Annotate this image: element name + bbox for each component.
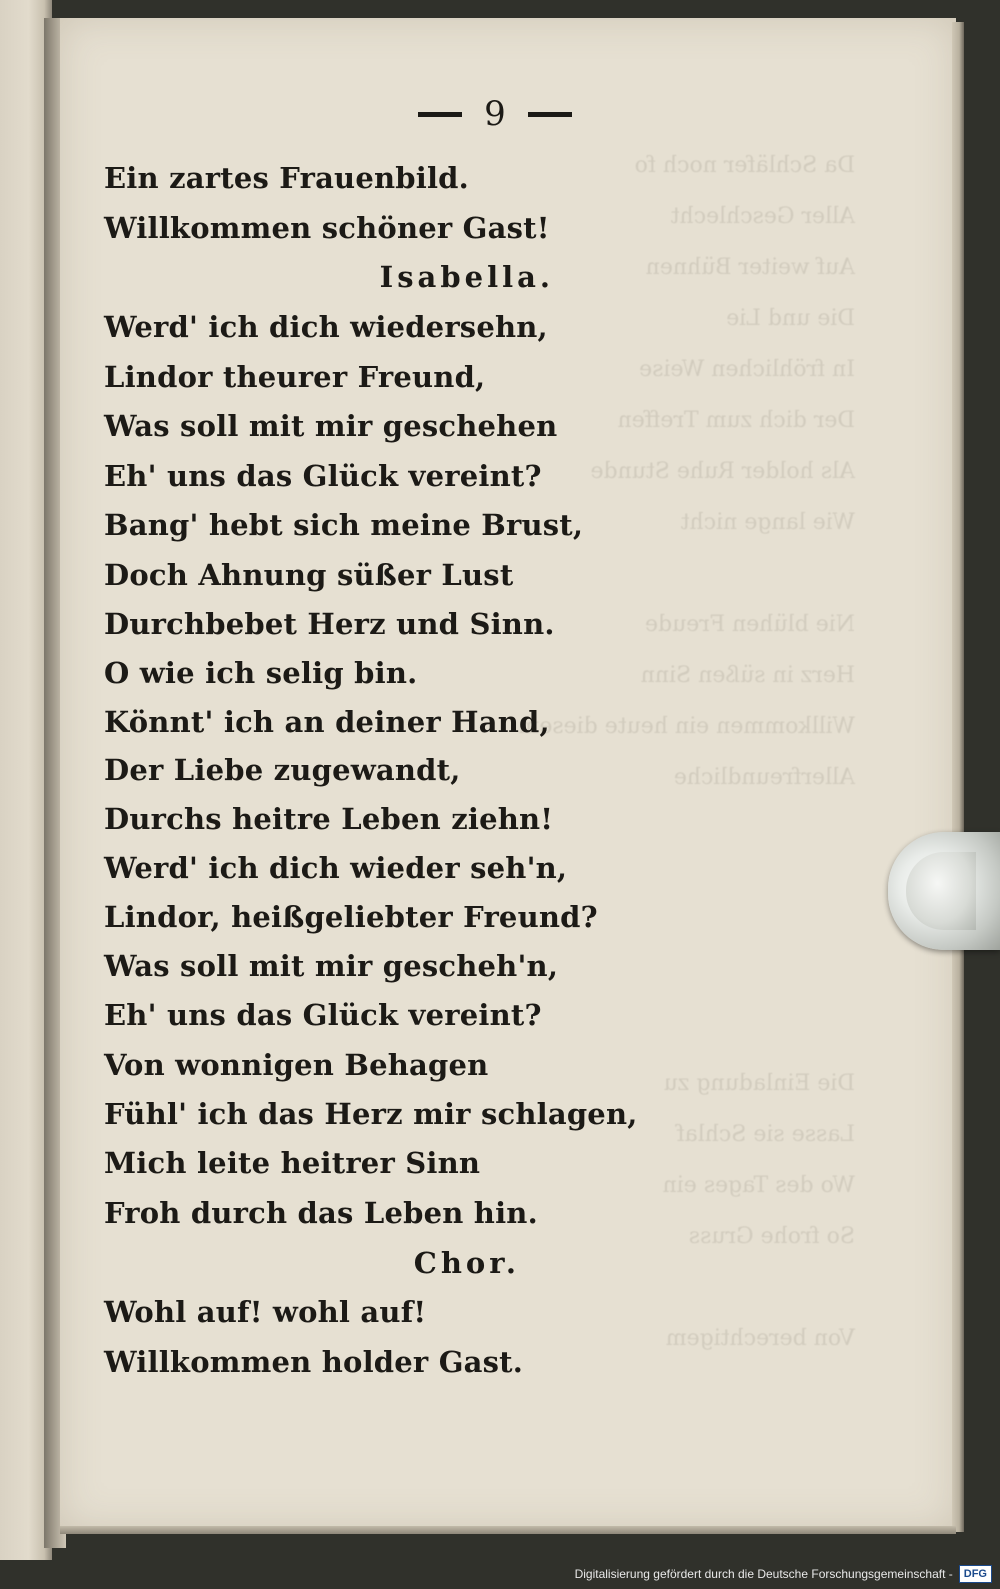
bleed-line: So frohe Gruss: [688, 1224, 855, 1249]
bleed-line: Wo des Tages ein: [662, 1173, 855, 1198]
dfg-logo-icon: DFG: [959, 1565, 992, 1583]
verse-line: Durchs heitre Leben ziehn!: [104, 802, 554, 836]
dash-right: [528, 112, 572, 117]
bleed-line: Herz in süßen Sinn: [640, 663, 855, 688]
verse-line: Wohl auf! wohl auf!: [104, 1295, 427, 1329]
verse-line: Froh durch das Leben hin.: [104, 1196, 538, 1230]
credit-text: Digitalisierung gefördert durch die Deutsche Forschungsgemeinschaft -: [574, 1567, 953, 1581]
bleed-line: Auf weiter Bühnen: [645, 255, 855, 280]
bleed-line: [595, 548, 855, 599]
verse-line: O wie ich selig bin.: [104, 656, 418, 690]
verse-line: Doch Ahnung süßer Lust: [104, 558, 514, 592]
page-clip-highlight: [906, 852, 976, 930]
verse-line: Willkommen holder Gast.: [104, 1345, 524, 1379]
speaker-name: Chor.: [413, 1246, 520, 1280]
bleed-line: Die Einladung zu: [663, 1071, 855, 1096]
bleed-line: Die und Lie: [726, 306, 855, 331]
bleed-line: Wie lange nicht: [680, 510, 855, 535]
verse-line: Fühl' ich das Herz mir schlagen,: [104, 1097, 638, 1131]
bleed-line: Als holder Ruhe Stunde: [590, 459, 855, 484]
verse-line: Von wonnigen Behagen: [104, 1048, 489, 1082]
verse-line: Willkommen schöner Gast!: [104, 211, 550, 245]
verse-line: Lindor theurer Freund,: [104, 360, 486, 394]
bleed-line: Aller Geschlecht: [670, 204, 855, 229]
page-clip: [888, 832, 1000, 950]
bleed-line: Da Schläfer noch fo: [634, 153, 855, 178]
page-fore-edge: [952, 22, 964, 1532]
page-number: [380, 92, 610, 136]
verse-line: Lindor, heißgeliebter Freund?: [104, 900, 598, 934]
bleed-line: [595, 956, 855, 1007]
verse-line: Der Liebe zugewandt,: [104, 753, 461, 787]
page-bottom-edge: [60, 1526, 956, 1534]
bleed-through-text: [518, 140, 855, 1400]
page-number-value: 9: [484, 94, 506, 134]
verse-line: Eh' uns das Glück vereint?: [104, 459, 542, 493]
bleed-line: In fröhlichen Weise: [639, 357, 855, 382]
verse-line: Könnt' ich an deiner Hand,: [104, 705, 550, 739]
bleed-line: Nie blühen Freude: [644, 612, 855, 637]
bleed-line: [595, 1007, 855, 1058]
bleed-line: Allerfreundliche: [673, 765, 855, 790]
speaker-name: Isabella.: [379, 260, 554, 294]
bleed-line: [595, 905, 855, 956]
verse-line: Ein zartes Frauenbild.: [104, 161, 469, 195]
dash-left: [418, 112, 462, 117]
verse-line: Werd' ich dich wiedersehn,: [104, 310, 548, 344]
bleed-line: [595, 803, 855, 854]
verse-line: Durchbebet Herz und Sinn.: [104, 607, 555, 641]
verse-line: Werd' ich dich wieder seh'n,: [104, 851, 568, 885]
bleed-line: Von berechtigem: [665, 1326, 855, 1351]
bleed-line: [595, 854, 855, 905]
verse-line: Was soll mit mir gescheh'n,: [104, 949, 559, 983]
verse-line: Eh' uns das Glück vereint?: [104, 998, 542, 1032]
bleed-line: [595, 1262, 855, 1313]
verse-line: Was soll mit mir geschehen: [104, 409, 558, 443]
verse-line: Bang' hebt sich meine Brust,: [104, 508, 584, 542]
digitization-credit: [575, 1563, 992, 1585]
bleed-line: Willkommen ein heute diesem: [518, 714, 855, 739]
verse-line: Mich leite heitrer Sinn: [104, 1146, 481, 1180]
bleed-line: Der dich zum Treffen: [617, 408, 855, 433]
bleed-line: Lasse sie Schlaf: [676, 1122, 855, 1147]
